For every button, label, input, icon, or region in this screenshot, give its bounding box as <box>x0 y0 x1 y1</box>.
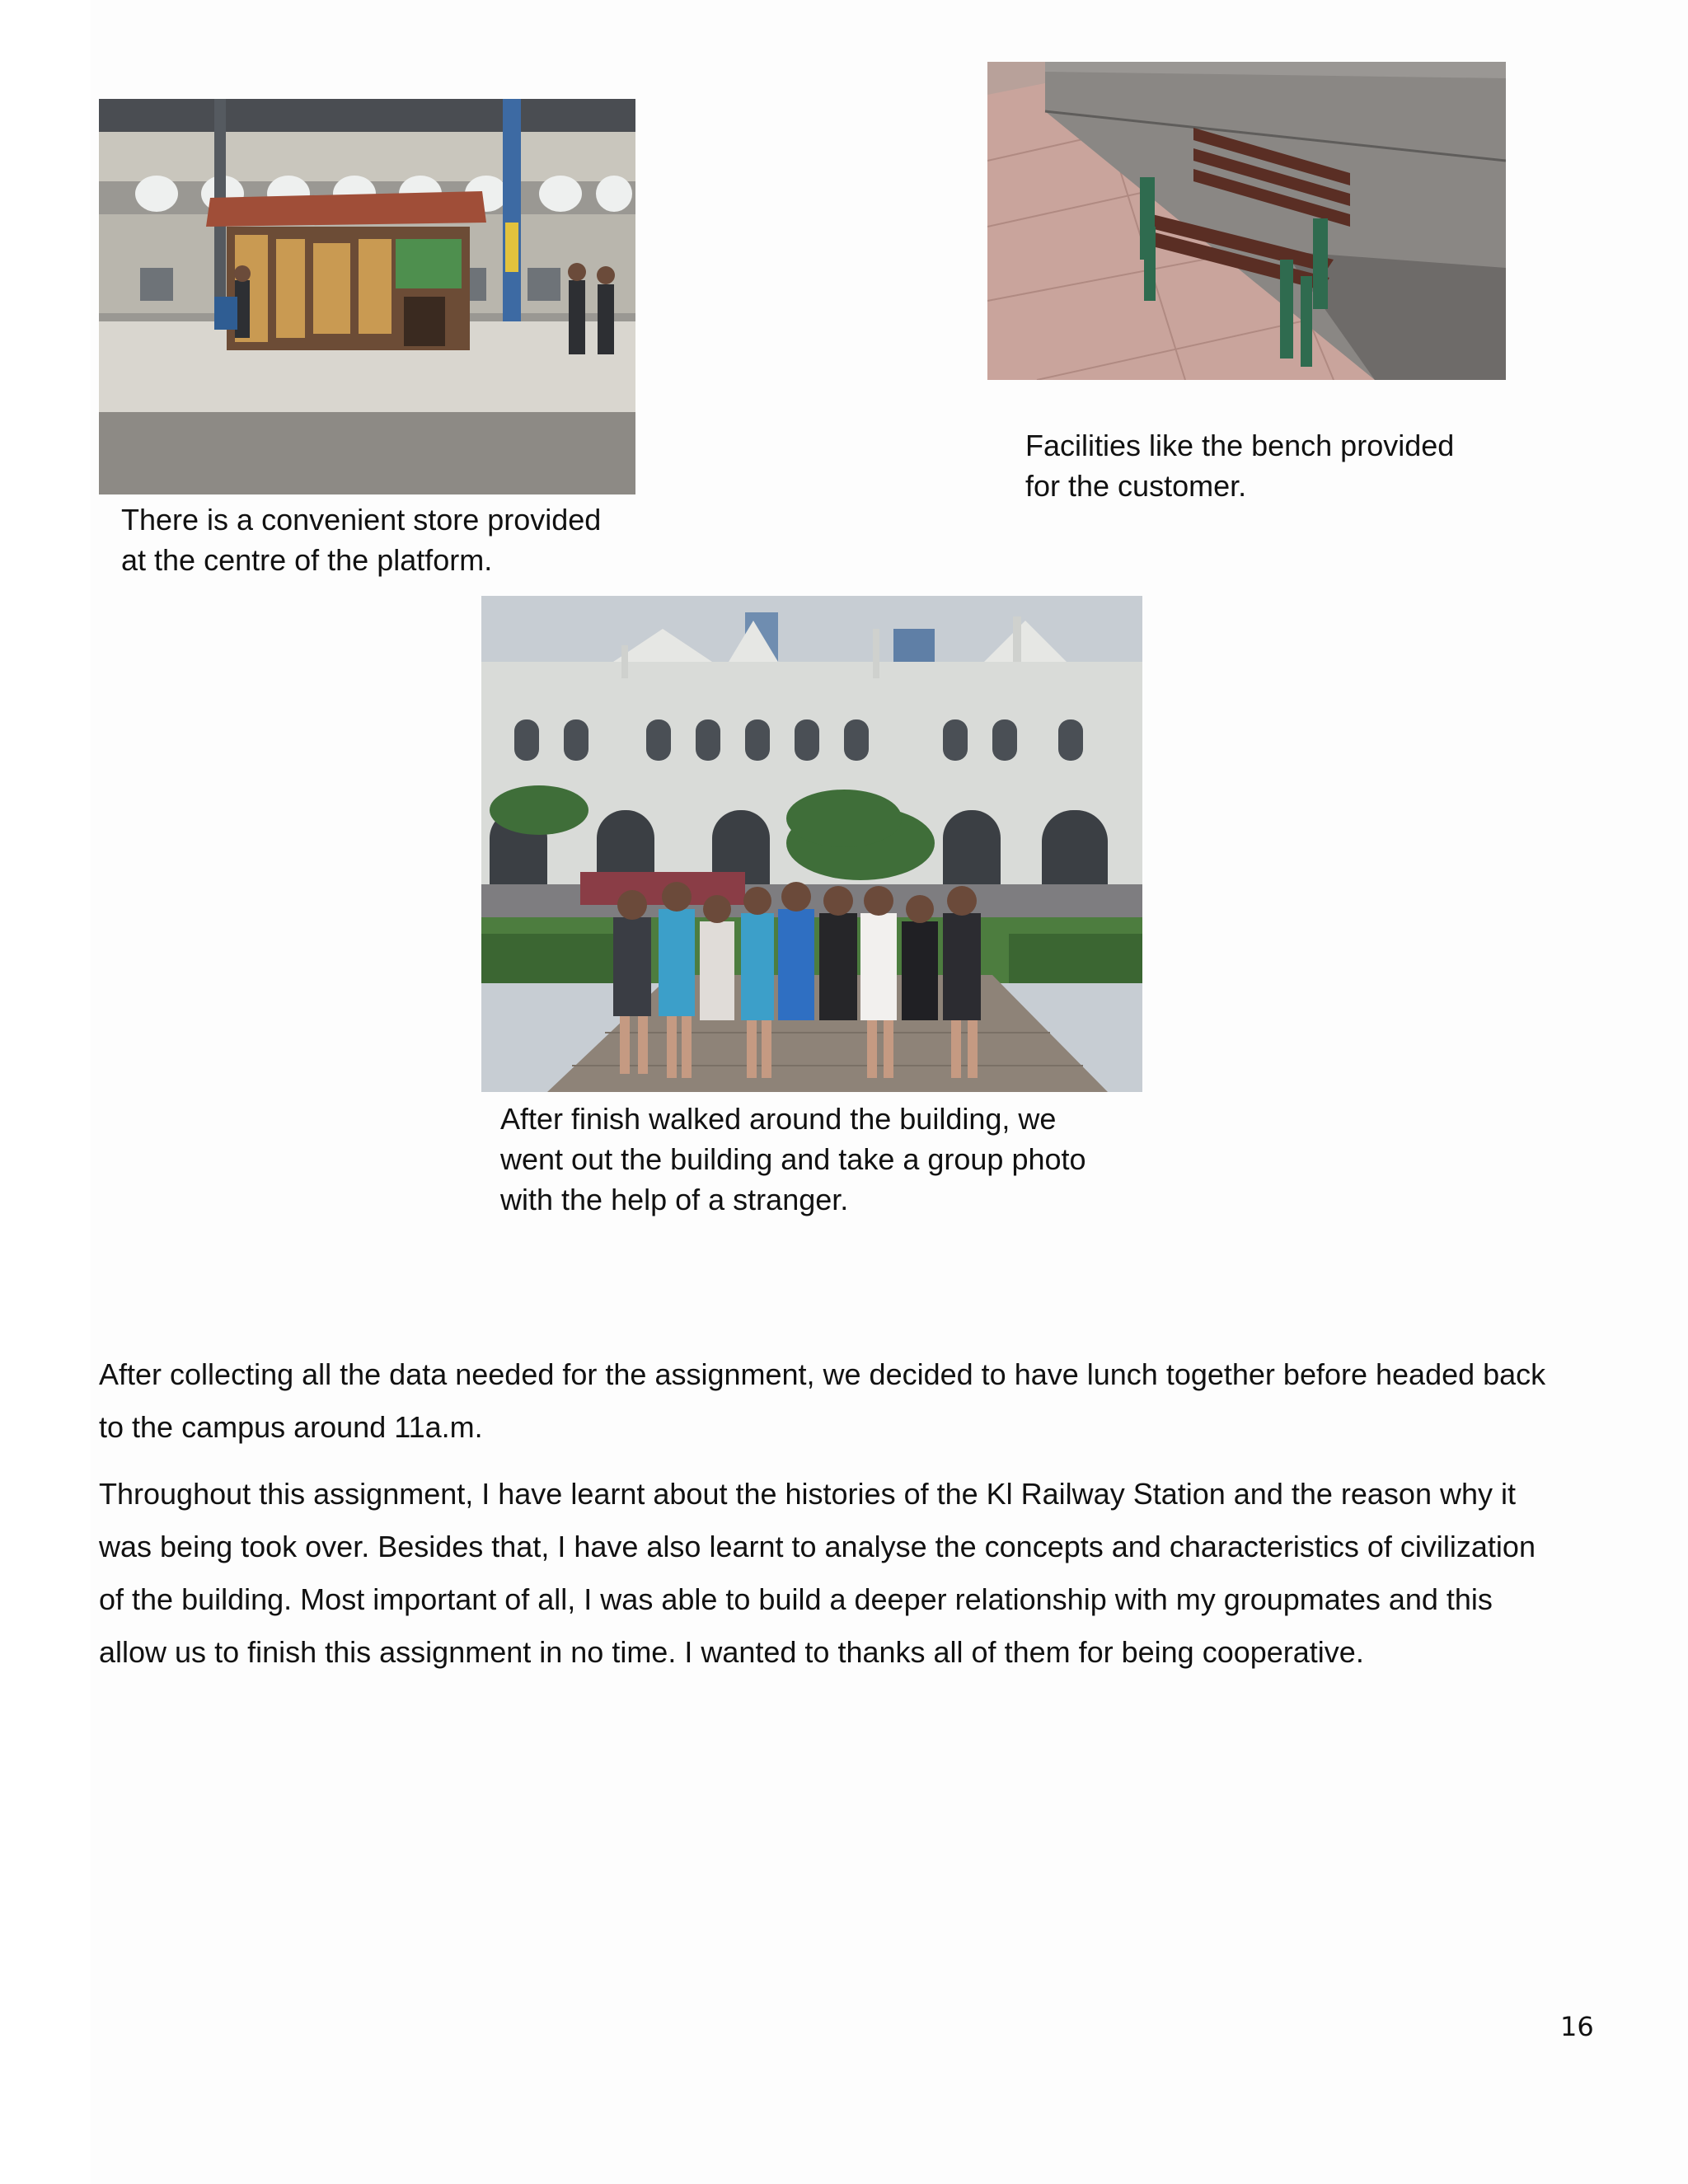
bench-caption <box>1025 425 1454 506</box>
page-number: 16 <box>1560 2011 1594 2042</box>
caption-line: with the help of a stranger. <box>500 1183 849 1216</box>
caption-line: After finish walked around the building, we <box>500 1102 1057 1136</box>
paragraph-line: of the building. Most important of all, I was able to build a deeper relationship with my groupmates and this <box>99 1582 1493 1616</box>
caption-line: There is a convenient store provided <box>121 503 602 537</box>
group-photo <box>481 596 1142 1092</box>
paragraph-line: allow us to finish this assignment in no time. I wanted to thanks all of them for being cooperative. <box>99 1635 1364 1669</box>
caption-line: at the centre of the platform. <box>121 543 493 577</box>
paragraph-line: After collecting all the data needed for the assignment, we decided to have lunch together before headed back <box>99 1357 1546 1391</box>
paragraph-lunch <box>99 1348 1582 1454</box>
group-photo-caption <box>500 1099 1086 1220</box>
paragraph-line: to the campus around 11a.m. <box>99 1410 483 1444</box>
paragraph-line: was being took over. Besides that, I have also learnt to analyse the concepts and characteristics of civilization <box>99 1530 1536 1563</box>
caption-line: Facilities like the bench provided <box>1025 429 1455 462</box>
bench-photo <box>987 62 1506 380</box>
convenience-store-photo <box>99 99 635 494</box>
caption-line: for the customer. <box>1025 469 1247 503</box>
caption-line: went out the building and take a group photo <box>500 1142 1086 1176</box>
paragraph-line: Throughout this assignment, I have learnt about the histories of the Kl Railway Station and the reason why it <box>99 1477 1516 1511</box>
convenience-store-caption <box>121 499 601 580</box>
paragraph-reflection <box>99 1468 1582 1679</box>
